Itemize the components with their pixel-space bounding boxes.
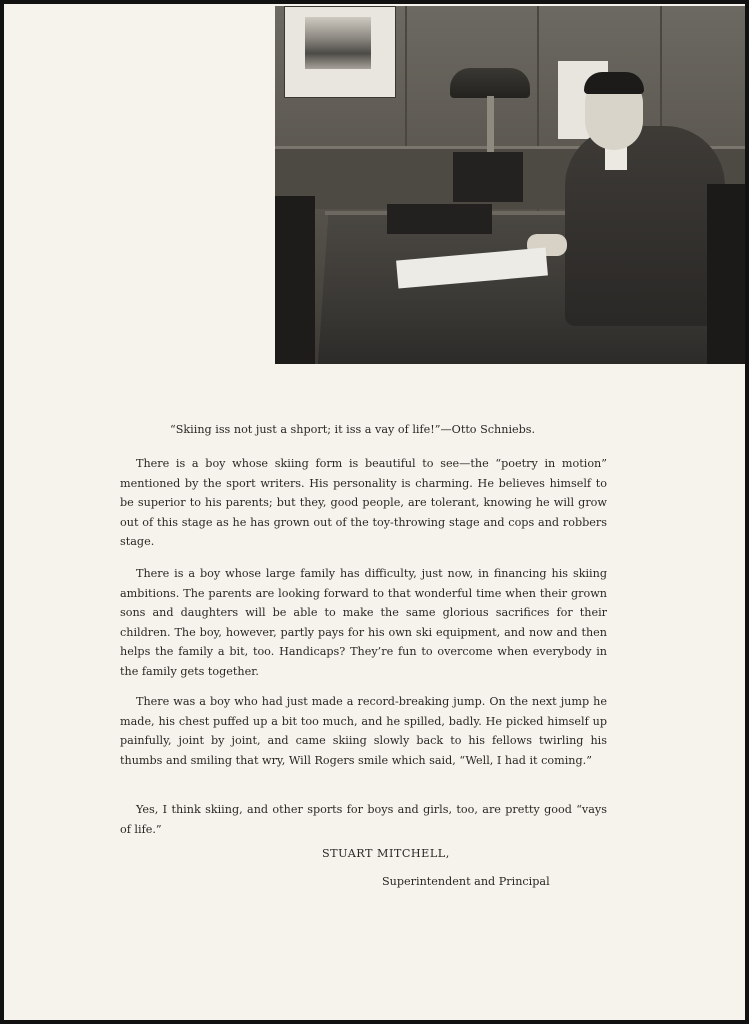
framed-picture-art xyxy=(305,17,371,69)
paragraph-4: Yes, I think skiing, and other sports for boys and girls, too, are pretty good “vays of life.” xyxy=(120,803,607,836)
desk-lamp-shade xyxy=(450,68,530,98)
paragraph-1: There is a boy whose skiing form is beautiful to see—the “poetry in motion” mentioned by the sport writers. His personality is charming. He believes himself to be superior to his parents; but they, good people, are tolerant, knowing he will grow out of this stage as he has grown out of the toy-throwing stage and cops and robbers stage. xyxy=(120,457,607,549)
yearbook-page xyxy=(4,4,745,1020)
desk-tray xyxy=(387,204,492,234)
signature-name: STUART MITCHELL, xyxy=(322,847,450,860)
chair-back-right xyxy=(707,184,745,364)
chair-back-left xyxy=(275,196,315,364)
paragraph-3: There was a boy who had just made a record-breaking jump. On the next jump he made, his chest puffed up a bit too much, and he spilled, badly. He picked himself up painfully, joint by joint, and came skiing slowly back to his fellows twirling his thumbs and smiling that wry, Will Rogers smile which said, “Well, I had it coming.” xyxy=(120,695,607,767)
desk-lamp-base xyxy=(453,152,523,202)
signature-title: Superintendent and Principal xyxy=(382,875,550,888)
paragraph-2: There is a boy whose large family has difficulty, just now, in financing his skiing ambitions. The parents are looking forward to that wonderful time when their grown sons and daughters will be able to make the same glorious sacrifices for their children. The boy, however, partly pays for his own ski equipment, and now and then helps the family a bit, too. Handicaps? They’re fun to overcome when everybody in the family gets together. xyxy=(120,567,607,678)
person-hair xyxy=(584,72,644,94)
principal-photo xyxy=(275,6,745,364)
framed-picture xyxy=(284,6,396,98)
desk-lamp-stem xyxy=(487,96,494,152)
person-body xyxy=(565,126,725,326)
epigraph-quote: “Skiing iss not just a shport; it iss a vay of life!”—Otto Schniebs. xyxy=(170,423,536,436)
